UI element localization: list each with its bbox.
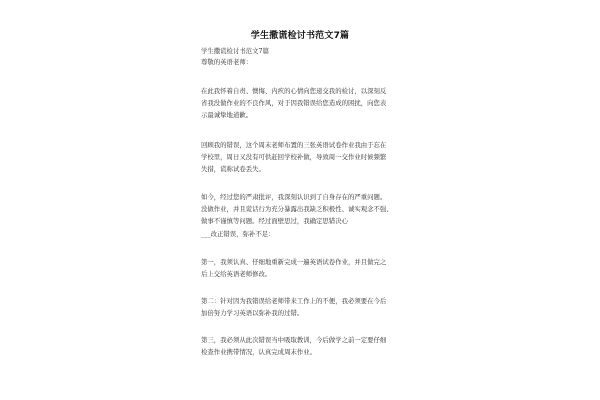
paragraph-4-line-1: 第一，我须认真、仔细地重新完成一遍英语试卷作业，并且做完之 — [201, 258, 387, 266]
paragraph-4-line-2: 后上交给英语老师修改。 — [201, 270, 272, 278]
paragraph-3-line-4: ___改正错误，弥补不足： — [201, 230, 275, 238]
salutation: 尊敬的英语老师： — [201, 58, 253, 66]
paragraph-3-line-1: 如今，经过您的严肃批评，我深刻认识到了自身存在的严重问题。 — [201, 193, 387, 201]
paragraph-3-line-2: 没做作业，并且谎话行为充分暴露出我缺乏积极性、诚实观念不强、 — [201, 205, 393, 213]
document-title: 学生撒谎检讨书范文7篇 — [250, 31, 350, 41]
paragraph-2-line-3: 失措，谎称试卷丢失。 — [201, 165, 265, 173]
paragraph-2-line-1: 回顾我的错误，这个周末老师布置的三张英语试卷作业我由于忘在 — [201, 141, 387, 149]
paragraph-6-line-2: 检查作业携带情况，认真完成周末作业。 — [201, 348, 317, 356]
paragraph-6-line-1: 第三，我必须从此次错误当中吸取教训，今后做学之前一定要仔细 — [201, 336, 387, 344]
document-subtitle: 学生撒谎检讨书范文7篇 — [201, 47, 269, 55]
paragraph-3-line-3: 做事不谨慎等问题。经过面壁思过，我确定思错决心 — [201, 217, 348, 225]
paragraph-5-line-2: 加倍努力学习英语以弥补我的过错。 — [201, 309, 304, 317]
paragraph-1-line-3: 示最诚挚地道歉。 — [201, 111, 253, 119]
paragraph-1-line-1: 在此我怀着自责、懊悔、内疚的心情向您递交我的检讨，以深刻反 — [201, 87, 387, 95]
paragraph-5-line-1: 第二：针对因为我错误给老师带来工作上的不便，我必须要在今后 — [201, 297, 387, 305]
paragraph-2-line-2: 学校里，周日又没有可供赶回学校补做，导致周一交作业时候频繁 — [201, 153, 387, 161]
paragraph-1-line-2: 省我没做作业的不良作风，对于因我错误给您造成的困扰，向您表 — [201, 99, 387, 107]
